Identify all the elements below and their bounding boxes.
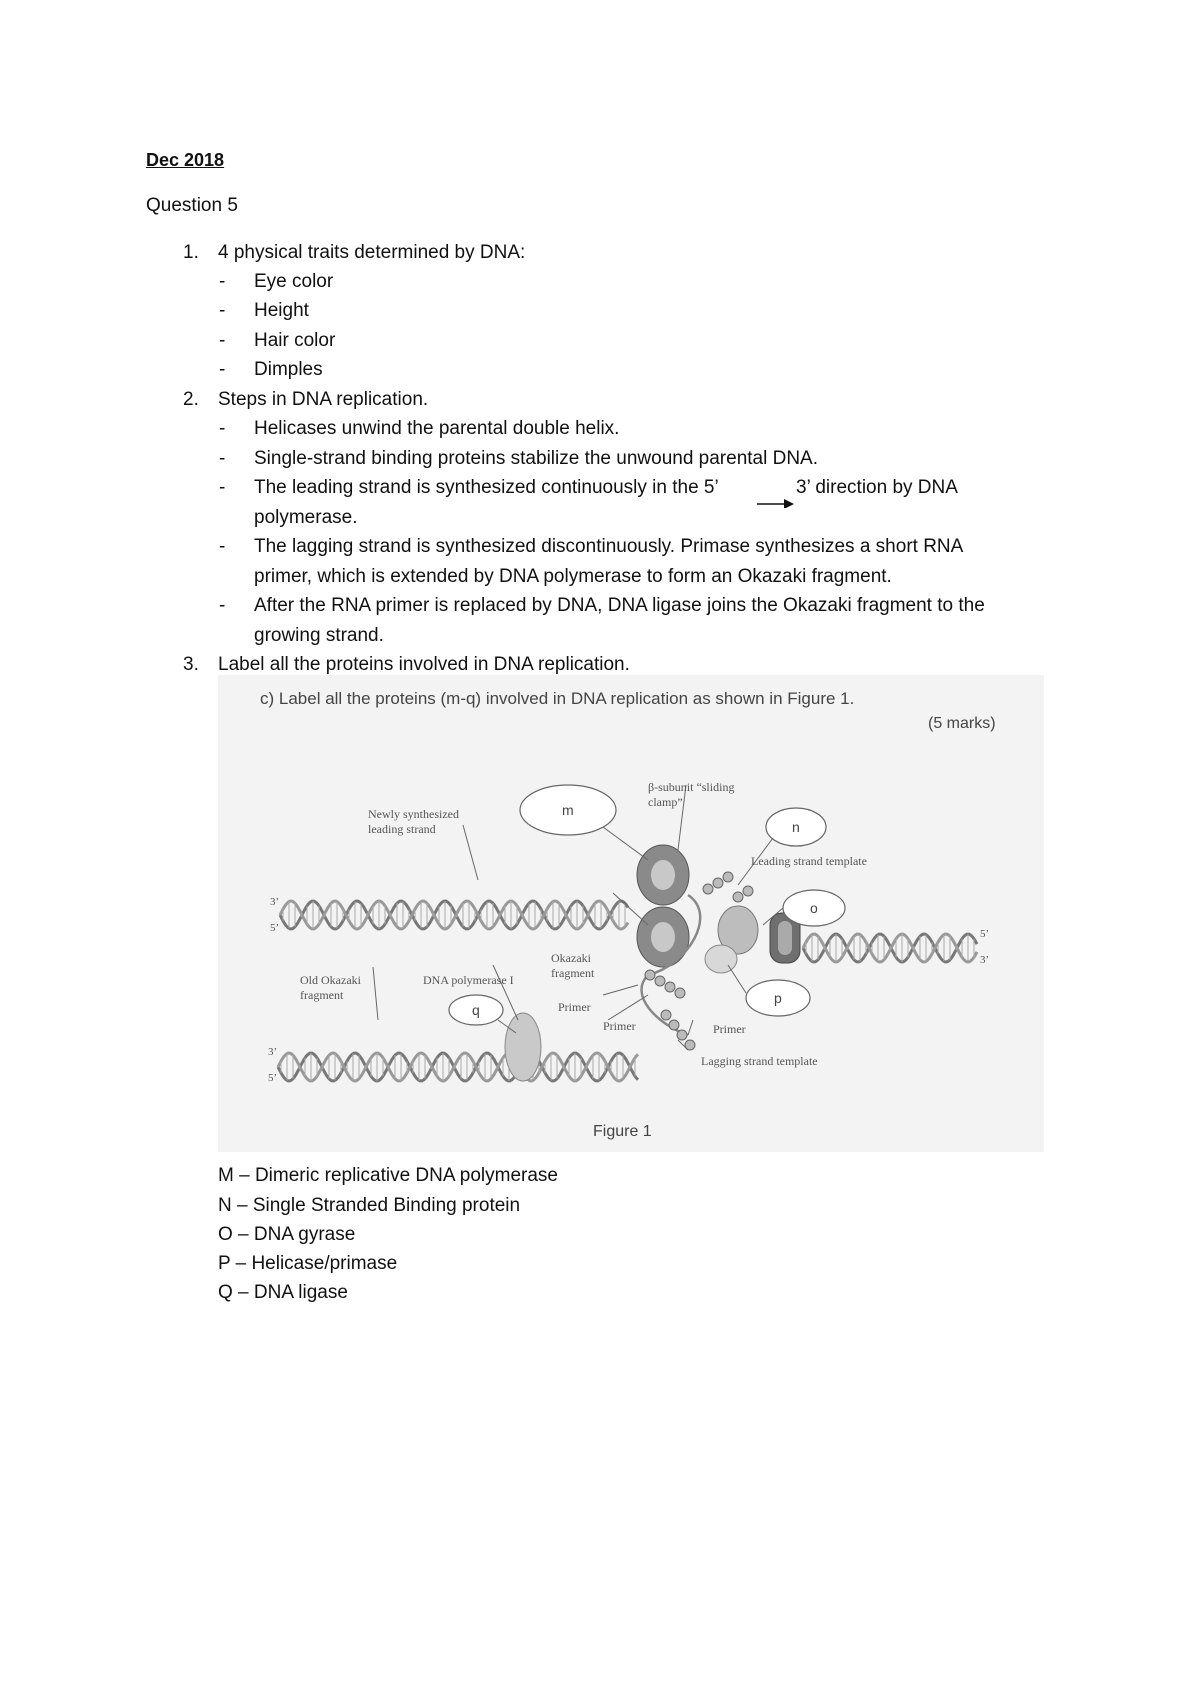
bullet-dash: - (219, 330, 226, 351)
list-item-continuation: primer, which is extended by DNA polymerase to form an Okazaki fragment. (254, 566, 892, 587)
question-title: Question 5 (146, 195, 238, 216)
right-arrow-icon (756, 492, 796, 508)
figure-label: Okazaki (551, 951, 591, 965)
figure-marks: (5 marks) (928, 715, 996, 732)
list-item: Helicases unwind the parental double helix. (254, 418, 620, 439)
q3-text: Label all the proteins involved in DNA replication. (218, 654, 630, 675)
list-item: The leading strand is synthesized continuously in the 5’ (254, 477, 719, 498)
bottom-double-helix (278, 1053, 638, 1081)
replisome (505, 845, 800, 1081)
figure-label: DNA polymerase I (423, 973, 514, 987)
list-number-2: 2. (183, 389, 199, 410)
figure-label: Newly synthesized (368, 807, 459, 821)
label-n: n (792, 819, 800, 835)
bullet-dash: - (219, 271, 226, 292)
figure-label: Old Okazaki (300, 973, 361, 987)
label-p: p (774, 990, 782, 1006)
figure-label: leading strand (368, 822, 436, 836)
figure-label: Primer (558, 1000, 591, 1014)
list-item: Hair color (254, 330, 336, 351)
list-item: Dimples (254, 359, 323, 380)
list-item: The lagging strand is synthesized discontinuously. Primase synthesizes a short RNA (254, 536, 964, 557)
bullet-dash: - (219, 448, 226, 469)
label-m: m (562, 802, 574, 818)
list-item: After the RNA primer is replaced by DNA, DNA ligase joins the Okazaki fragment to the (254, 595, 985, 616)
q1-text: 4 physical traits determined by DNA: (218, 242, 526, 263)
strand-end-label: 5’ (270, 922, 280, 934)
answer-line: Q – DNA ligase (218, 1282, 348, 1303)
answer-line: N – Single Stranded Binding protein (218, 1195, 521, 1216)
list-number-1: 1. (183, 242, 199, 263)
q2-text: Steps in DNA replication. (218, 389, 429, 410)
figure-caption: Figure 1 (593, 1123, 652, 1140)
label-o: o (810, 900, 818, 916)
figure-question-text: c) Label all the proteins (m-q) involved in DNA replication as shown in Figure 1. (260, 689, 855, 708)
answer-line: M – Dimeric replicative DNA polymerase (218, 1165, 558, 1186)
figure-label: Primer (713, 1022, 746, 1036)
list-item-continuation: polymerase. (254, 507, 358, 528)
label-q: q (472, 1002, 480, 1018)
list-item-continuation: 3’ direction by DNA (796, 477, 958, 498)
list-item: Eye color (254, 271, 334, 292)
strand-end-label: 5’ (980, 928, 990, 940)
list-item: Single-strand binding proteins stabilize the unwound parental DNA. (254, 448, 819, 469)
strand-end-label: 3’ (980, 954, 990, 966)
bullet-dash: - (219, 359, 226, 380)
bullet-dash: - (219, 418, 226, 439)
figure-label: Lagging strand template (701, 1054, 818, 1068)
list-item: Height (254, 300, 309, 321)
bullet-dash: - (219, 300, 226, 321)
document-date: Dec 2018 (146, 150, 225, 170)
list-item-continuation: growing strand. (254, 625, 384, 646)
list-number-3: 3. (183, 654, 199, 675)
dna-replication-figure (218, 675, 1044, 1152)
figure-label: fragment (300, 988, 344, 1002)
figure-svg (218, 675, 1044, 1152)
figure-label: fragment (551, 966, 595, 980)
figure-label: β-subunit “sliding (648, 780, 735, 794)
bullet-dash: - (219, 477, 226, 498)
answer-line: P – Helicase/primase (218, 1253, 398, 1274)
figure-label: Leading strand template (751, 854, 867, 868)
strand-end-label: 5’ (268, 1072, 278, 1084)
figure-label: Primer (603, 1019, 636, 1033)
strand-end-label: 3’ (270, 896, 280, 908)
bullet-dash: - (219, 536, 226, 557)
strand-end-label: 3’ (268, 1046, 278, 1058)
answer-line: O – DNA gyrase (218, 1224, 356, 1245)
figure-label: clamp” (648, 795, 683, 809)
top-double-helix (280, 901, 977, 962)
bullet-dash: - (219, 595, 226, 616)
